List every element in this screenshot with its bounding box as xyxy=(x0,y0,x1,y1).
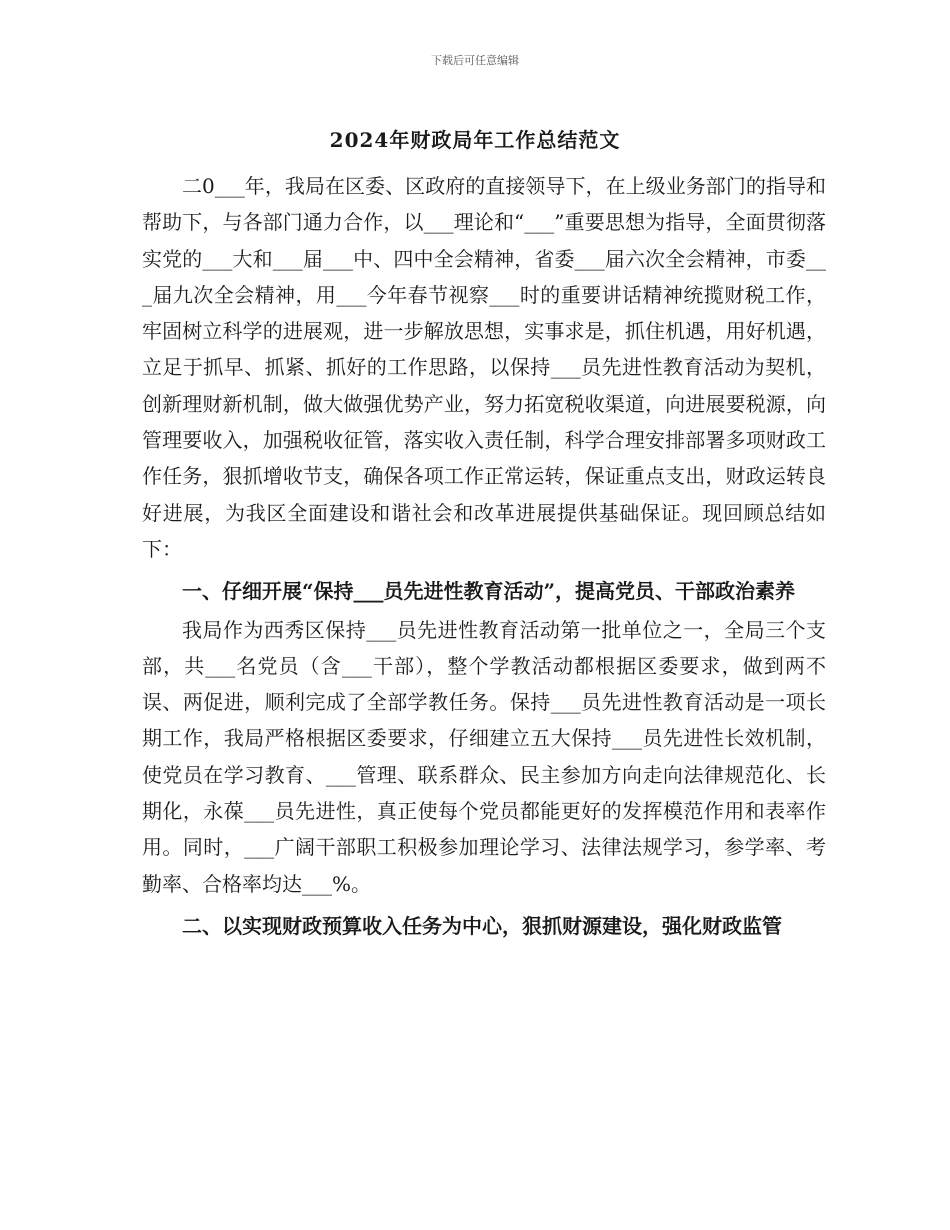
intro-paragraph: 二0___年，我局在区委、区政府的直接领导下，在上级业务部门的指导和帮助下，与各部门通力合作，以___理论和“___”重要思想为指导，全面贯彻落实党的___大和___届___中、四中全会精神，省委___届六次全会精神，市委___届九次全会精神，用___今年春节视察___时的重要讲话精神统揽财税工作，牢固树立科学的进展观，进一步解放思想，实事求是，抓住机遇，用好机遇，立足于抓早、抓紧、抓好的工作思路，以保持___员先进性教育活动为契机，创新理财新机制，做大做强优势产业，努力拓宽税收渠道，向进展要税源，向管理要收入，加强税收征管，落实收入责任制，科学合理安排部署多项财政工作任务，狠抓增收节支，确保各项工作正常运转，保证重点支出，财政运转良好进展，为我区全面建设和谐社会和改革进展提供基础保证。现回顾总结如下： xyxy=(142,174,826,561)
page-header-note: 下载后可任意编辑 xyxy=(431,54,519,67)
document-title: 2024年财政局年工作总结范文 xyxy=(329,128,621,152)
section-2-heading: 二、以实现财政预算收入任务为中心，狠抓财源建设，强化财政监管 xyxy=(182,913,782,938)
document-body xyxy=(142,168,826,944)
section-1-heading: 一、仔细开展“保持___员先进性教育活动”，提高党员、干部政治素养 xyxy=(182,579,796,604)
section-1-paragraph: 我局作为西秀区保持___员先进性教育活动第一批单位之一，全局三个支部，共___名党员（含___干部），整个学教活动都根据区委要求，做到两不误、两促进，顺利完成了全部学教任务。保持___员先进性教育活动是一项长期工作，我局严格根据区委要求，仔细建立五大保持___员先进性长效机制，使党员在学习教育、___管理、联系群众、民主参加方向走向法律规范化、长期化，永葆___员先进性，真正使每个党员都能更好的发挥模范作用和表率作用。同时，___广阔干部职工积极参加理论学习、法律法规学习，参学率、考勤率、合格率均达___%。 xyxy=(142,617,826,896)
